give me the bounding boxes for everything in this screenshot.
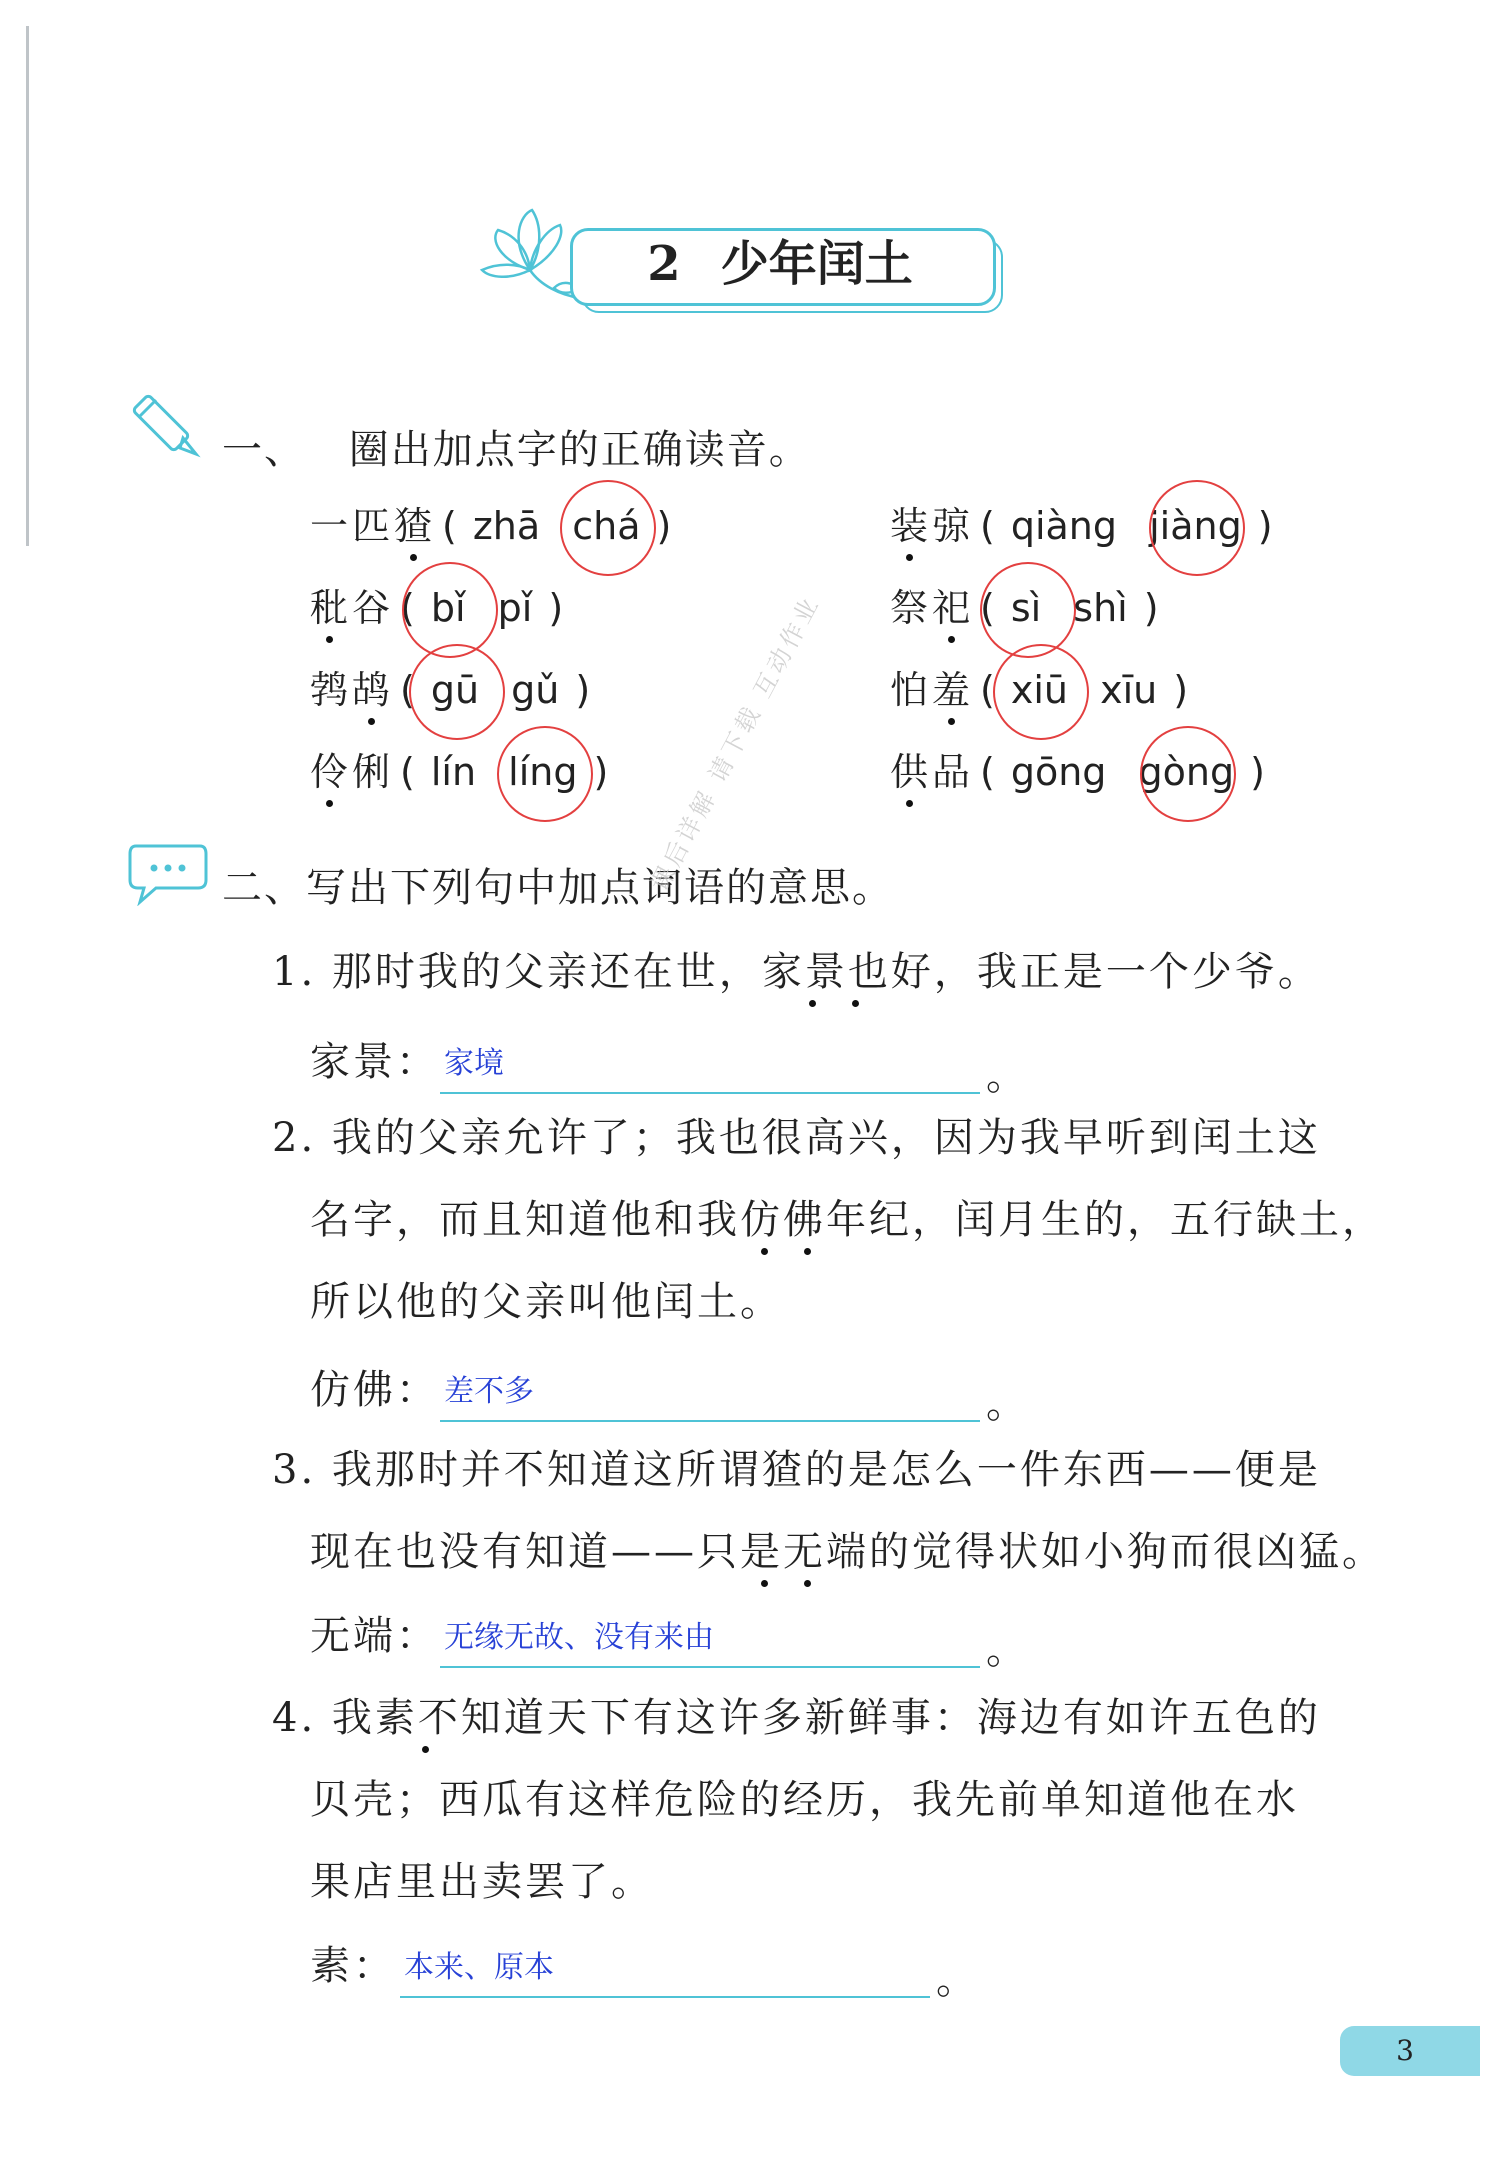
watermark: 课后详解 请下载 互动作业 [645,590,826,896]
pinyin-option[interactable]: xiū [1001,660,1078,720]
answer-period: 。 [986,1381,1026,1427]
question-line: 果店里出卖罢了。 [310,1859,654,1905]
answer-text: 本来、原本 [404,1950,554,1985]
pinyin-option[interactable]: pǐ [497,586,533,630]
paren-open: ( [400,668,415,712]
pinyin-item [310,578,569,638]
paren-open: ( [442,504,457,548]
answer-line[interactable] [400,1996,930,1998]
question-line: 4. 我素不知道天下有这许多新鲜事：海边有如许五色的 [272,1695,1321,1741]
paren-close: ) [1143,586,1159,630]
paren-close: ) [1250,750,1265,794]
pinyin-word: 秕谷 [310,586,395,630]
pinyin-option[interactable]: zhā [472,504,541,548]
emphasis-dot [804,1580,811,1587]
pinyin-item [890,578,1165,638]
paren-open: ( [980,586,995,630]
answer-period: 。 [986,1627,1026,1673]
paren-close: ) [548,586,564,630]
answer-text: 差不多 [444,1374,534,1409]
pinyin-word: 一匹猹 [310,504,437,548]
pinyin-option[interactable]: gòng [1129,742,1245,802]
pinyin-option[interactable]: lín [430,750,477,794]
pinyin-word: 伶俐 [310,750,395,794]
pinyin-item [310,742,614,802]
emphasis-dot [948,718,955,725]
lesson-title: 少年闰土 [720,236,913,292]
pinyin-option[interactable]: jiàng [1139,496,1252,556]
pinyin-word: 祭祀 [890,586,975,630]
question-line: 现在也没有知道——只是无端的觉得状如小狗而很凶猛。 [310,1529,1385,1575]
emphasis-dot [368,718,375,725]
paren-open: ( [980,504,995,548]
section2-instruction: 写出下列句中加点词语的意思。 [306,865,894,911]
pencil-icon [128,388,208,468]
question-line: 贝壳；西瓜有这样危险的经历，我先前单知道他在水 [310,1777,1299,1823]
question-line: 名字，而且知道他和我仿佛年纪，闰月生的，五行缺土， [310,1197,1385,1243]
pinyin-option[interactable]: bǐ [421,578,476,638]
emphasis-dot [761,1248,768,1255]
emphasis-dot [410,554,417,561]
emphasis-dot [761,1580,768,1587]
paren-close: ) [593,750,609,794]
pinyin-option[interactable]: gū [421,660,489,720]
lesson-number: 2 [647,236,681,292]
answer-line[interactable] [440,1092,980,1094]
section1-label: 一、 [222,427,306,473]
pinyin-item [890,742,1271,802]
paren-close: ) [1173,668,1189,712]
lesson-title-banner [470,200,1030,310]
answer-line[interactable] [440,1420,980,1422]
pinyin-word: 怕羞 [890,668,975,712]
emphasis-dot [852,1000,859,1007]
paren-close: ) [656,504,672,548]
pinyin-item [890,496,1279,556]
pinyin-item [890,660,1194,720]
pinyin-option[interactable]: sì [1001,578,1051,638]
pinyin-word: 供品 [890,750,975,794]
answer-text: 家境 [444,1046,504,1081]
answer-term: 仿佛： [310,1367,439,1413]
section2-label: 二、 [222,865,306,911]
pinyin-option[interactable]: qiàng [1010,504,1118,548]
answer-term: 家景： [310,1039,439,1085]
question-line: 2. 我的父亲允许了；我也很高兴，因为我早听到闰土这 [272,1115,1321,1161]
section1-header [222,418,811,475]
answer-period: 。 [986,1053,1026,1099]
paren-open: ( [980,750,995,794]
pinyin-option[interactable]: shì [1073,586,1128,630]
paren-open: ( [400,586,415,630]
answer-period: 。 [936,1957,976,2003]
emphasis-dot [326,800,333,807]
emphasis-dot [326,636,333,643]
pinyin-option[interactable]: gǔ [511,668,560,712]
paren-close: ) [1257,504,1273,548]
paren-close: ) [575,668,591,712]
emphasis-dot [809,1000,816,1007]
pinyin-item [310,496,677,556]
section1-instruction: 圈出加点字的正确读音。 [348,427,811,473]
answer-term: 素： [310,1943,396,1989]
speech-bubble-icon [126,840,210,906]
emphasis-dot [804,1248,811,1255]
paren-open: ( [980,668,995,712]
pinyin-option[interactable]: líng [498,742,587,802]
emphasis-dot [906,800,913,807]
question-line: 所以他的父亲叫他闰土。 [310,1279,783,1325]
emphasis-dot [422,1746,429,1753]
question-line: 1. 那时我的父亲还在世，家景也好，我正是一个少爷。 [272,949,1321,995]
emphasis-dot [906,554,913,561]
pinyin-word: 鹁鸪 [310,668,395,712]
pinyin-option[interactable]: gōng [1010,750,1107,794]
page-edge [26,26,29,546]
pinyin-item [310,660,596,720]
emphasis-dot [948,636,955,643]
page-number: 3 [1396,2034,1414,2067]
pinyin-option[interactable]: chá [562,496,650,556]
pinyin-option[interactable]: xīu [1100,668,1158,712]
section2-header [222,856,894,913]
answer-line[interactable] [440,1666,980,1668]
answer-text: 无缘无故、没有来由 [444,1620,714,1655]
paren-open: ( [400,750,415,794]
pinyin-word: 装弶 [890,504,975,548]
answer-term: 无端： [310,1613,439,1659]
question-line: 3. 我那时并不知道这所谓猹的是怎么一件东西——便是 [272,1447,1321,1493]
page-title [570,228,990,300]
